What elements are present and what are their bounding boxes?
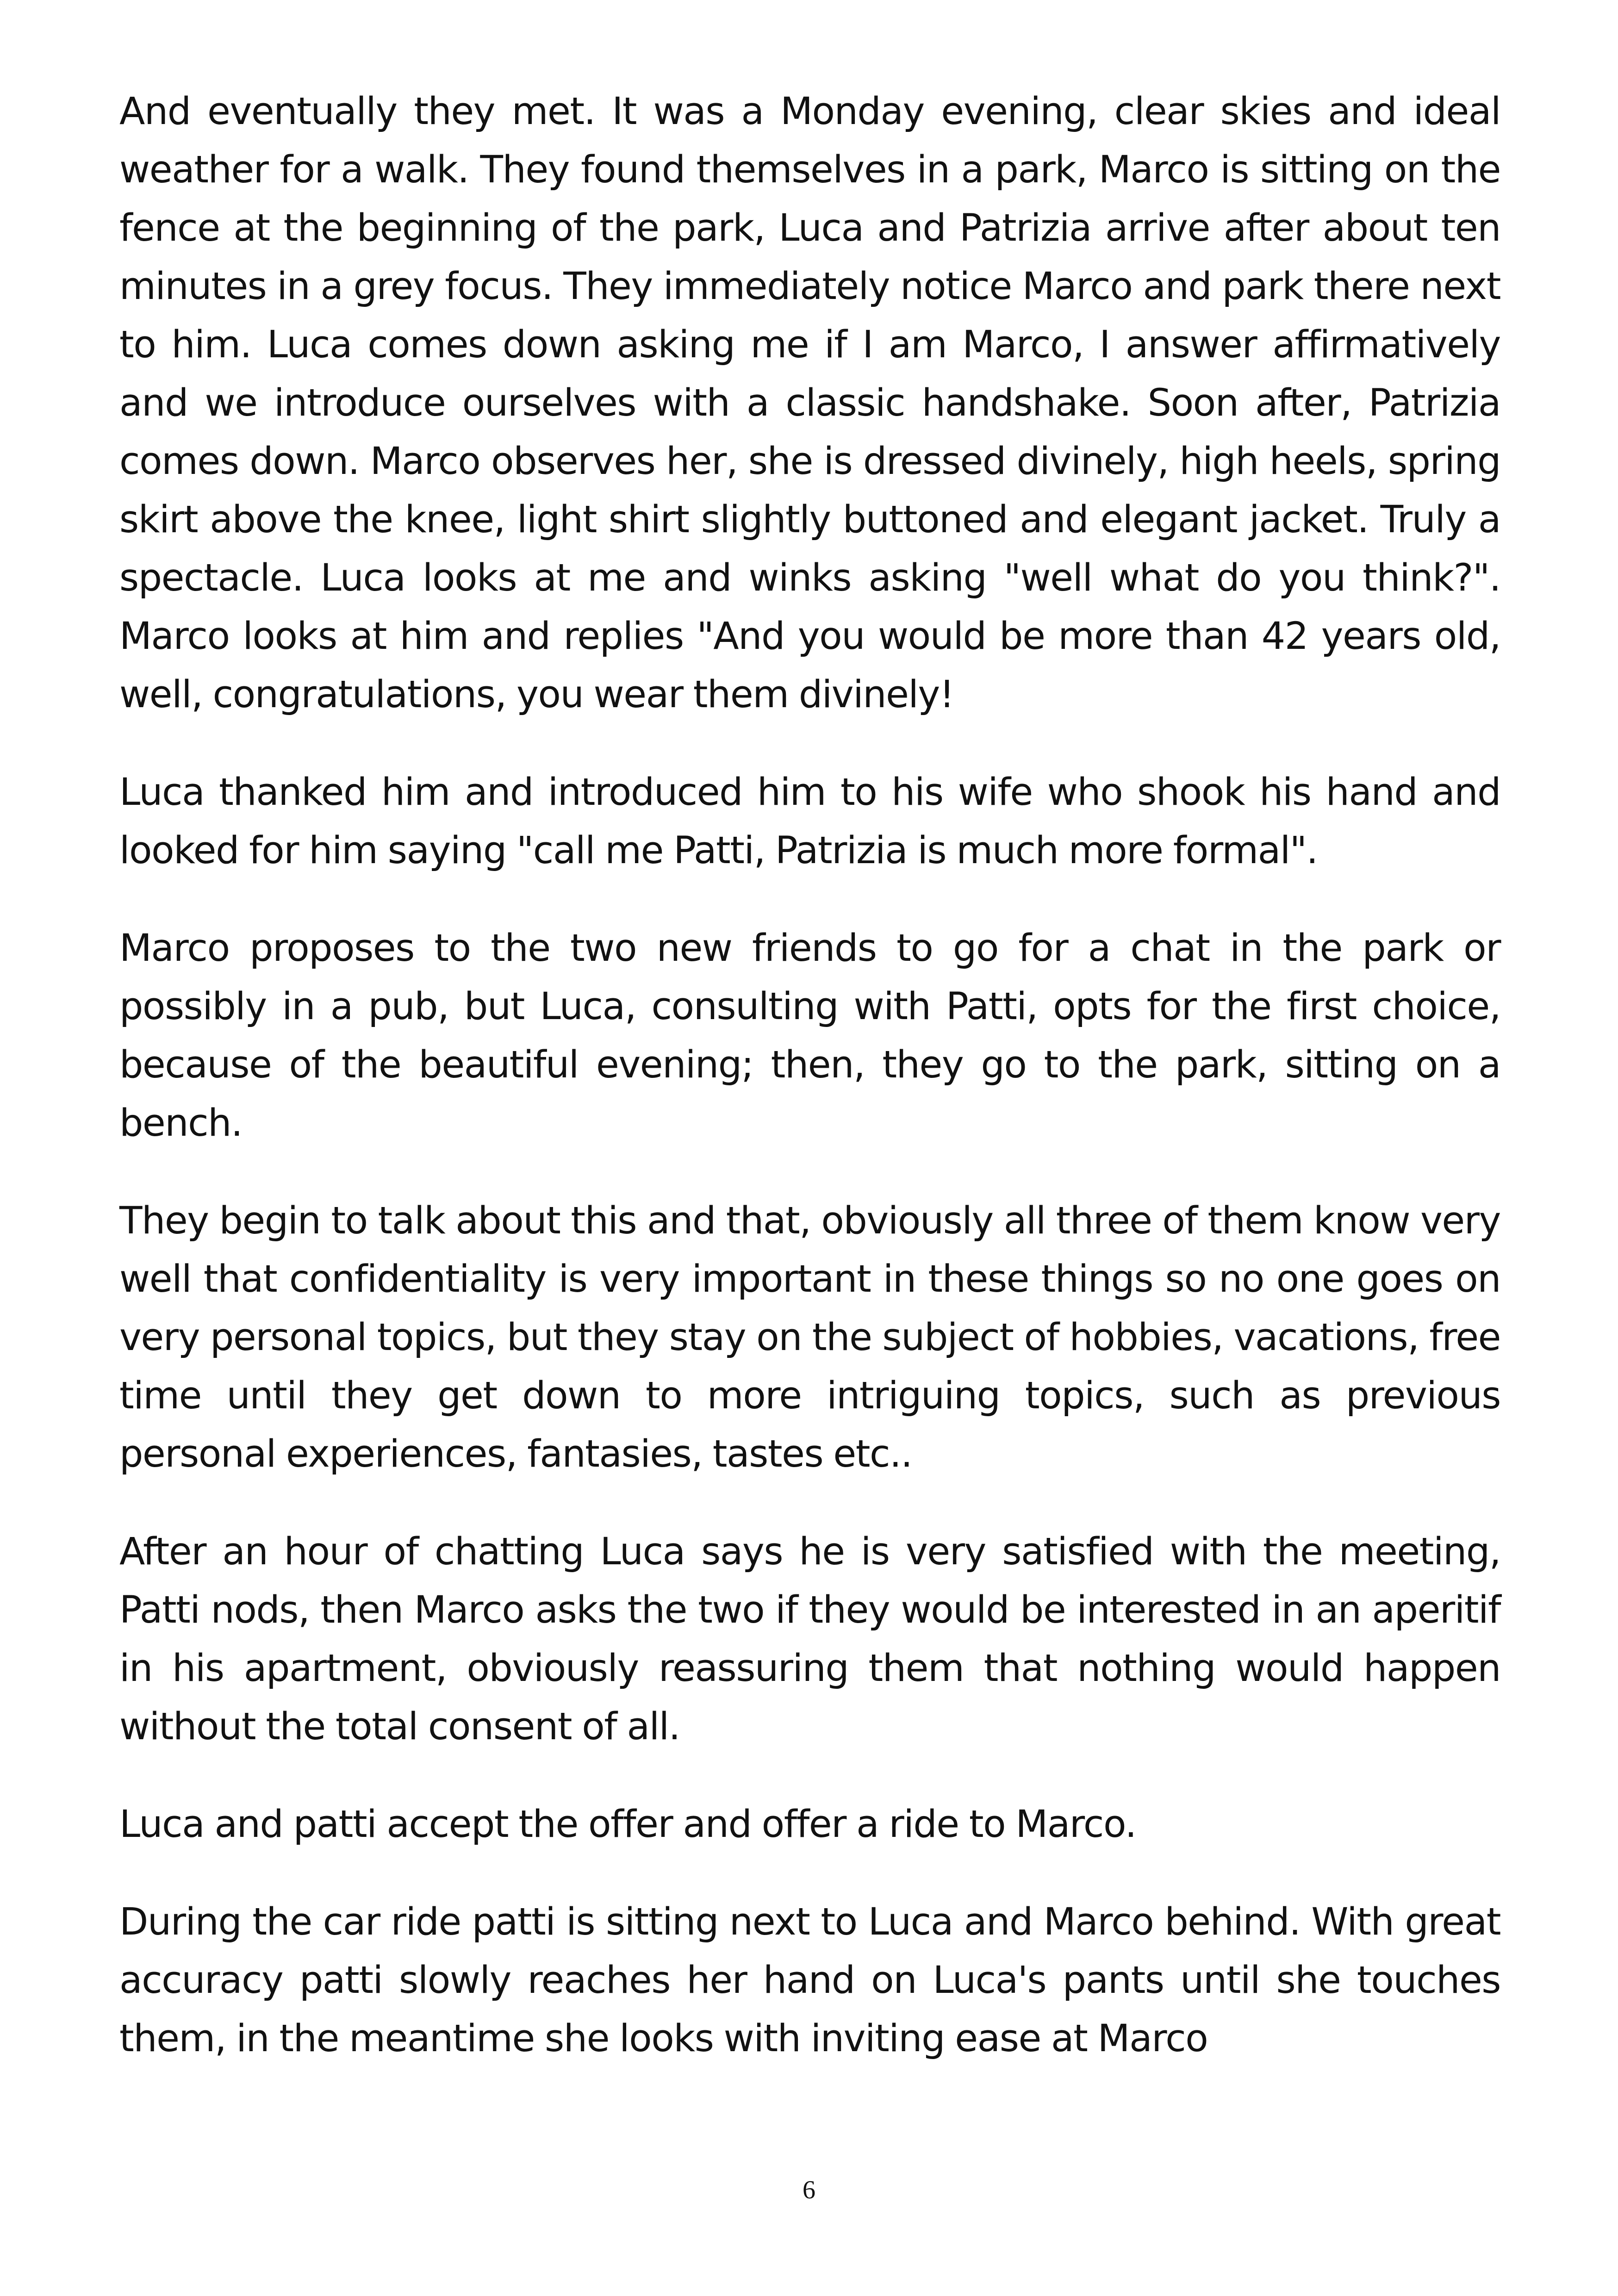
page-number: 6 xyxy=(803,2176,815,2204)
paragraph-5: After an hour of chatting Luca says he is very satisfied with the meeting, Patti nods, then Marco asks the two if they would be interested in an aperitif in his apartment, obviously reassuring them that nothing would happen without the total consent of all. xyxy=(119,1530,1500,1748)
paragraph-3: Marco proposes to the two new friends to go for a chat in the park or possibly in a pub, but Luca, consulting with Patti, opts for the first choice, because of the beautiful evening; then, they go to the park, sitting on a bench. xyxy=(119,927,1500,1145)
paragraph-7: During the car ride patti is sitting next to Luca and Marco behind. With great accuracy patti slowly reaches her hand on Luca's pants until she touches them, in the meantime she looks with inviting ease at Marco xyxy=(119,1900,1500,2060)
paragraph-1: And eventually they met. It was a Monday evening, clear skies and ideal weather for a walk. They found themselves in a park, Marco is sitting on the fence at the beginning of the park, Luca and Patrizia arrive after about ten minutes in a grey focus. They immediately notice Marco and park there next to him. Luca comes down asking me if I am Marco, I answer affirmatively and we introduce ourselves with a classic handshake. Soon after, Patrizia comes down. Marco observes her, she is dressed divinely, high heels, spring skirt above the knee, light shirt slightly buttoned and elegant jacket. Truly a spectacle. Luca looks at me and winks asking "well what do you think?". Marco looks at him and replies "And you would be more than 42 years old, well, congratulations, you wear them divinely! xyxy=(119,90,1500,716)
paragraph-2: Luca thanked him and introduced him to his wife who shook his hand and looked for him saying "call me Patti, Patrizia is much more formal". xyxy=(119,771,1500,872)
body-text xyxy=(119,82,1500,2107)
paragraph-4: They begin to talk about this and that, obviously all three of them know very well that confidentiality is very important in these things so no one goes on very personal topics, but they stay on the subject of hobbies, vacations, free time until they get down to more intriguing topics, such as previous personal experiences, fantasies, tastes etc.. xyxy=(119,1199,1500,1476)
paragraph-6: Luca and patti accept the offer and offer a ride to Marco. xyxy=(119,1803,1136,1846)
